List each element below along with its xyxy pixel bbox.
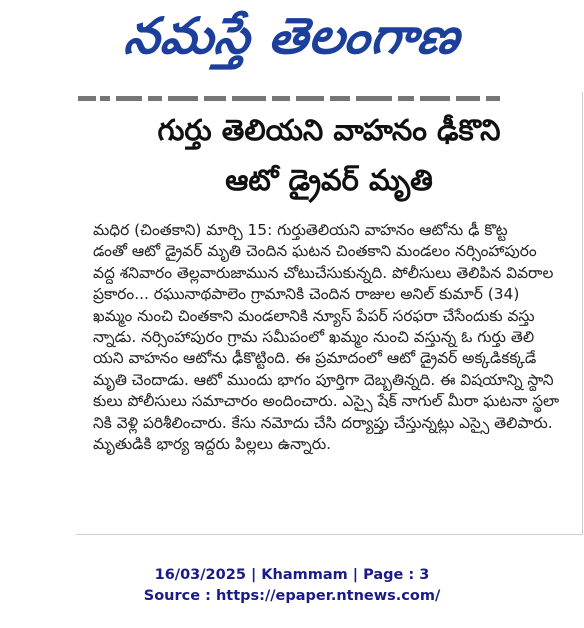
body-line: కులు పోలీసులు సమాచారం అందించారు. ఎస్సై షేక్ నాగుల్ మీరా ఘటనా స్థలా <box>93 392 560 411</box>
footer-source: Source : https://epaper.ntnews.com/ <box>143 588 441 604</box>
masthead <box>0 0 584 84</box>
footer-date-edition-page: 16/03/2025 | Khammam | Page : 3 <box>154 567 430 583</box>
cut-text-fragment <box>76 92 582 104</box>
body-line: న్నాడు. నర్సింహాపురం గ్రామ సమీపంలో ఖమ్మం నుంచి వస్తున్న ఓ గుర్తు తెలి <box>93 327 535 346</box>
body-line: ఖమ్మం నుంచి చింతకాని మండలానికి న్యూస్ పేపర్ సరఫరా చేసేందుకు వస్తు <box>93 306 535 325</box>
body-line: మధిర (చింతకాని) మార్చి 15: గుర్తుతెలియని వాహనం ఆటోను ఢీ కొట్ట <box>93 221 508 239</box>
news-clipping <box>76 92 583 535</box>
cut-previous-article-edge <box>76 92 582 104</box>
article-body <box>93 220 568 455</box>
body-line: యని వాహనం ఆటోను ఢీకొట్టింది. ఈ ప్రమాదంలో ఆటో డ్రైవర్ అక్కడికక్కడే <box>93 349 537 368</box>
body-line: మృతి చెందాడు. ఆటో ముందు భాగం పూర్తిగా దెబ్బతిన్నది. ఈ విషయాన్ని స్థాని <box>93 370 554 389</box>
body-line: మృతుడికి భార్య ఇద్దరు పిల్లలు ఉన్నారు. <box>93 434 332 453</box>
body-line: డంతో ఆటో డ్రైవర్ మృతి చెందిన ఘటన చింతకాని మండలం నర్సింహాపురం <box>93 242 537 261</box>
body-line: వద్ద శనివారం తెల్లవారుజామున చోటుచేసుకున్నది. పోలీసులు తెలిపిన వివరాల <box>93 263 554 282</box>
headline-line-1: గుర్తు తెలియని వాహనం ఢీకొని <box>157 113 501 147</box>
headline-line-2: ఆటో డ్రైవర్ మృతి <box>225 163 433 197</box>
body-line: ప్రకారం... రఘునాథపాలెం గ్రామానికి చెందిన రాజుల అనిల్ కుమార్ (34) <box>93 285 520 304</box>
newspaper-logo: నమస్తే తెలంగాణ <box>121 6 464 65</box>
body-line: నికి వెళ్లి పరిశీలించారు. కేసు నమోదు చేసి దర్యాప్తు చేస్తున్నట్లు ఎస్సై తెలిపారు. <box>93 413 553 432</box>
